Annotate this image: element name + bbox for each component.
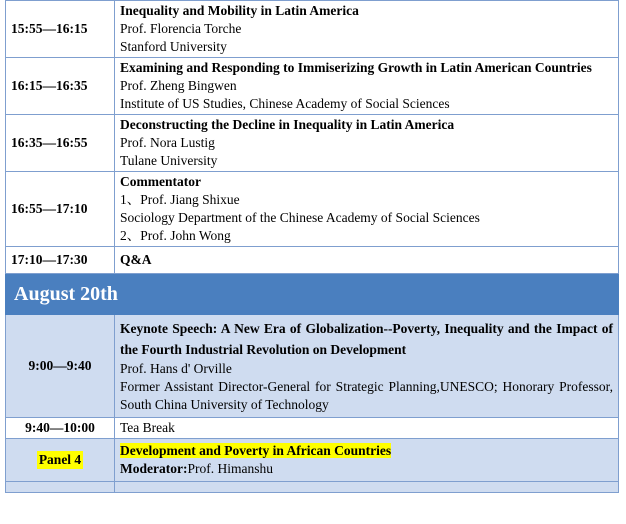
schedule-document <box>5 0 619 493</box>
cutoff-cell <box>115 482 619 493</box>
session-time: 16:35—16:55 <box>6 115 115 172</box>
panel-row <box>6 439 619 482</box>
session-title: Q&A <box>120 252 152 267</box>
session-time: 17:10—17:30 <box>6 247 115 274</box>
session-affiliation: Institute of US Studies, Chinese Academy of Social Sciences <box>120 96 450 111</box>
session-row <box>6 115 619 172</box>
session-time: 16:55—17:10 <box>6 172 115 247</box>
commentator-1: 1、Prof. Jiang Shixue <box>120 192 240 207</box>
panel-content <box>115 439 619 482</box>
keynote-title: Keynote Speech: A New Era of Globalization--Poverty, Inequality and the Impact of the Fourth Industrial Revolution on Development <box>120 321 613 357</box>
session-content <box>115 172 619 247</box>
keynote-time: 9:00—9:40 <box>6 315 115 418</box>
session-row <box>6 58 619 115</box>
session-content <box>115 115 619 172</box>
commentator-2: 2、Prof. John Wong <box>120 228 231 243</box>
session-row <box>6 247 619 274</box>
session-time: 16:15—16:35 <box>6 58 115 115</box>
panel-title: Development and Poverty in African Countries <box>120 443 392 458</box>
schedule-table <box>5 0 619 493</box>
session-speaker: Prof. Zheng Bingwen <box>120 78 237 93</box>
tea-break-row <box>6 418 619 439</box>
commentator-1-affiliation: Sociology Department of the Chinese Academy of Social Sciences <box>120 210 480 225</box>
session-title: Examining and Responding to Immiserizing Growth in Latin American Countries <box>120 60 592 75</box>
session-speaker: Prof. Florencia Torche <box>120 21 242 36</box>
session-affiliation: Stanford University <box>120 39 227 54</box>
session-speaker: Prof. Nora Lustig <box>120 135 215 150</box>
panel-label-cell <box>6 439 115 482</box>
tea-break-label: Tea Break <box>115 418 619 439</box>
cutoff-cell <box>6 482 115 493</box>
panel-moderator-line <box>120 460 613 478</box>
day-heading: August 20th <box>6 274 619 315</box>
session-row <box>6 1 619 58</box>
keynote-speaker: Prof. Hans d' Orville <box>120 361 232 376</box>
moderator-label: Moderator: <box>120 461 188 476</box>
session-title: Inequality and Mobility in Latin America <box>120 3 359 18</box>
session-time: 15:55—16:15 <box>6 1 115 58</box>
session-content <box>115 58 619 115</box>
session-title: Deconstructing the Decline in Inequality in Latin America <box>120 117 455 132</box>
session-row <box>6 172 619 247</box>
keynote-affiliation: Former Assistant Director-General for Strategic Planning,UNESCO; Honorary Professor, South China University of Technology <box>120 379 613 412</box>
keynote-row <box>6 315 619 418</box>
panel-label: Panel 4 <box>38 452 82 467</box>
session-content <box>115 247 619 274</box>
day-heading-row <box>6 274 619 315</box>
session-title: Commentator <box>120 174 201 189</box>
session-affiliation: Tulane University <box>120 153 218 168</box>
keynote-content <box>115 315 619 418</box>
session-content <box>115 1 619 58</box>
tea-break-time: 9:40—10:00 <box>6 418 115 439</box>
panel-title-line <box>120 442 613 460</box>
moderator-name: Prof. Himanshu <box>187 461 273 476</box>
cutoff-row <box>6 482 619 493</box>
